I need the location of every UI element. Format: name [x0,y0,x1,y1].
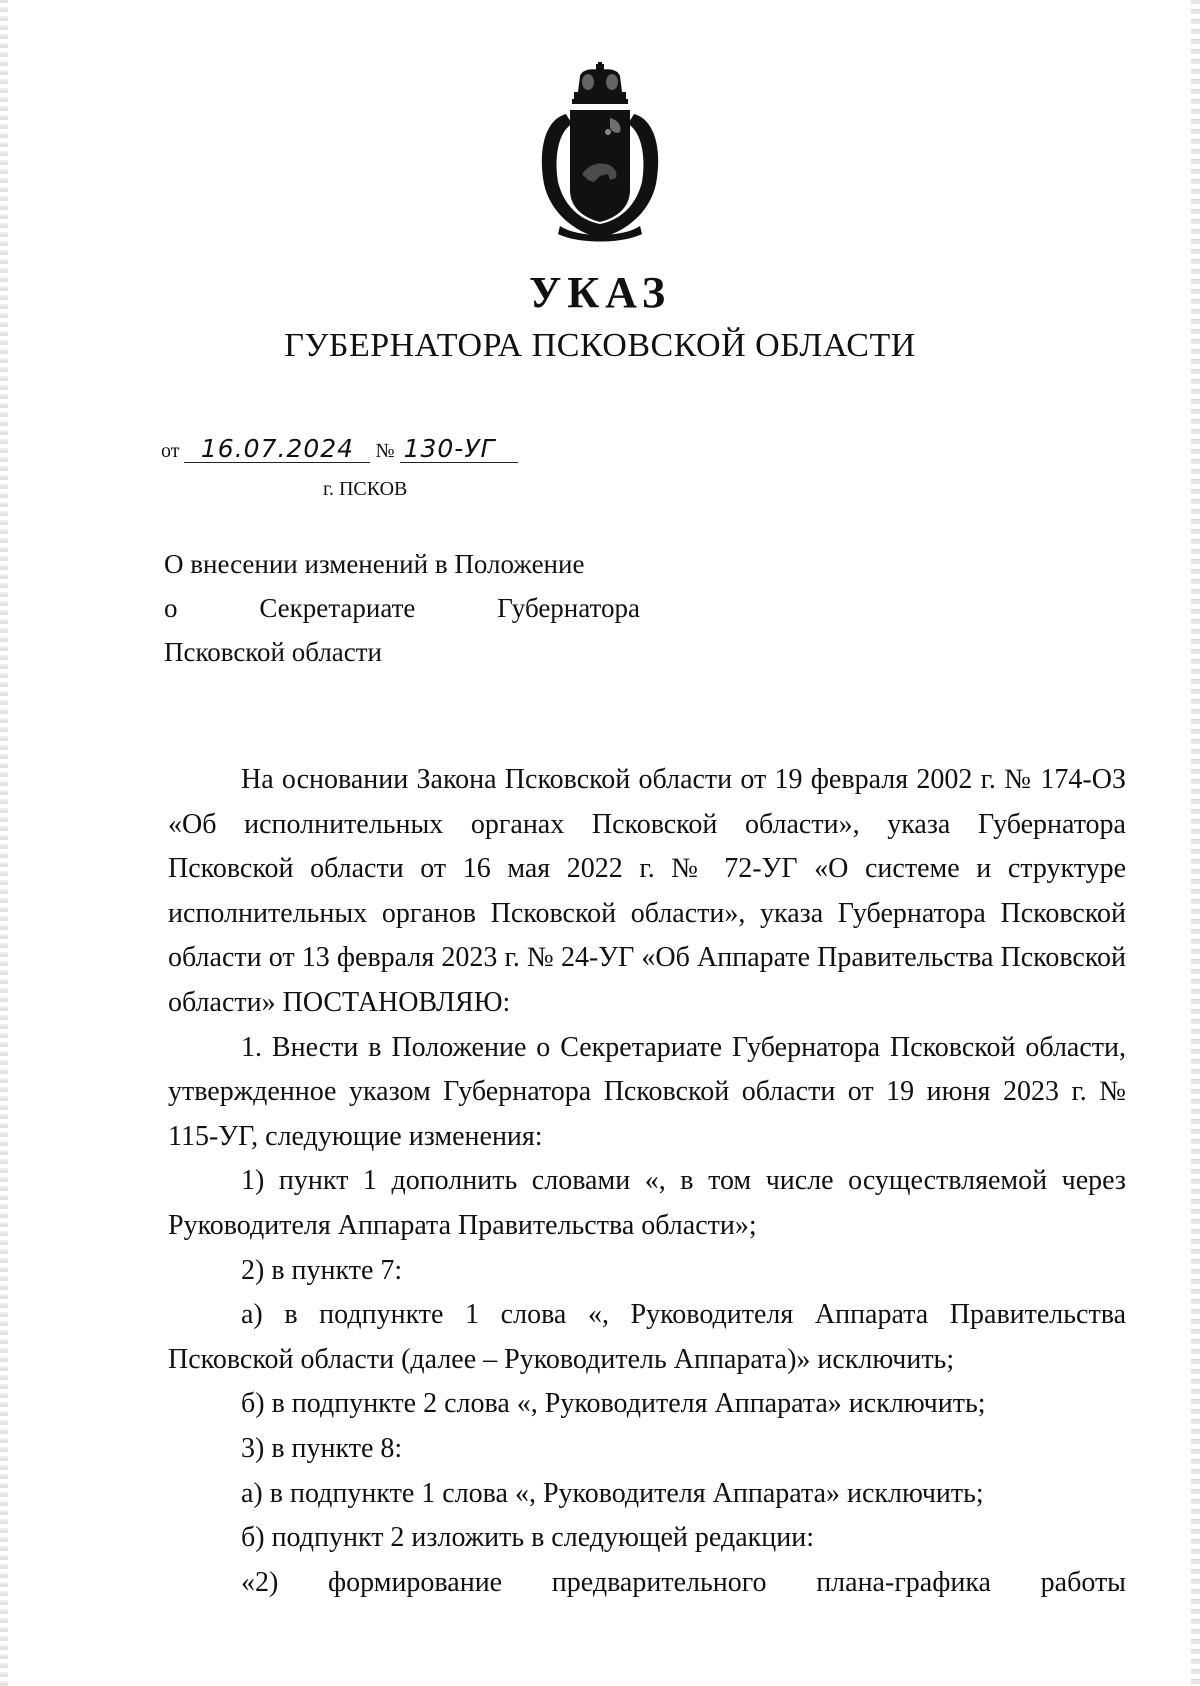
document-subtitle: ГУБЕРНАТОРА ПСКОВСКОЙ ОБЛАСТИ [284,327,916,364]
body-paragraph: «2) формирование предварительного плана-графика работы [241,1566,1126,1598]
body-paragraph: а) в подпункте 1 слова «, Руководителя Аппарата Правительства Псковской области (далее – Руководитель Аппарата)» исключить; [168,1299,1126,1375]
body-paragraph: б) в подпункте 2 слова «, Руководителя Аппарата» исключить; [241,1388,986,1420]
date-number-line [161,436,518,466]
handwritten-date: 16.07.2024 [184,436,370,463]
scan-edge-right [1191,0,1200,1686]
body-paragraph: На основании Закона Псковской области от 19 февраля 2002 г. № 174-ОЗ «Об исполнительных органах Псковской области», указа Губернатора Псковской области от 16 мая 2022 г. № 72-УГ «О системе и структуре исполнительных органов Псковской области», указа Губернатора Псковской области от 13 февраля 2023 г. № 24-УГ «Об Аппарате Правительства Псковской области» ПОСТАНОВЛЯЮ: [168,764,1126,1018]
document-body [168,758,1126,1605]
body-paragraph: 1) пункт 1 дополнить словами «, в том числе осуществляемой через Руководителя Аппарата Правительства области»; [168,1165,1126,1241]
subject-line-2 [164,586,640,630]
body-paragraph: 3) в пункте 8: [241,1432,403,1464]
body-paragraph: 1. Внести в Положение о Секретариате Губернатора Псковской области, утвержденное указом Губернатора Псковской области от 19 июня 2023 г. № 115-УГ, следующие изменения: [168,1031,1126,1152]
city: г. ПСКОВ [323,478,408,500]
number-prefix: № [375,440,395,462]
body-paragraph: 2) в пункте 7: [241,1254,403,1286]
handwritten-number: 130-УГ [400,436,518,463]
subject-word: Секретариате [259,593,416,623]
subject-line-3: Псковской области [164,637,383,667]
subject-word: Губернатора [497,593,640,623]
body-paragraph: а) в подпункте 1 слова «, Руководителя Аппарата» исключить; [241,1477,984,1509]
subject-line-1: О внесении изменений в Положение [164,549,585,579]
subject-word: о [164,593,178,623]
body-paragraph: б) подпункт 2 изложить в следующей редакции: [241,1522,814,1554]
date-prefix: от [161,440,180,462]
document-title: УКАЗ [528,268,672,317]
scan-edge-left [0,0,8,1686]
document-subject [164,542,640,674]
pskov-coat-of-arms-icon [530,62,670,242]
